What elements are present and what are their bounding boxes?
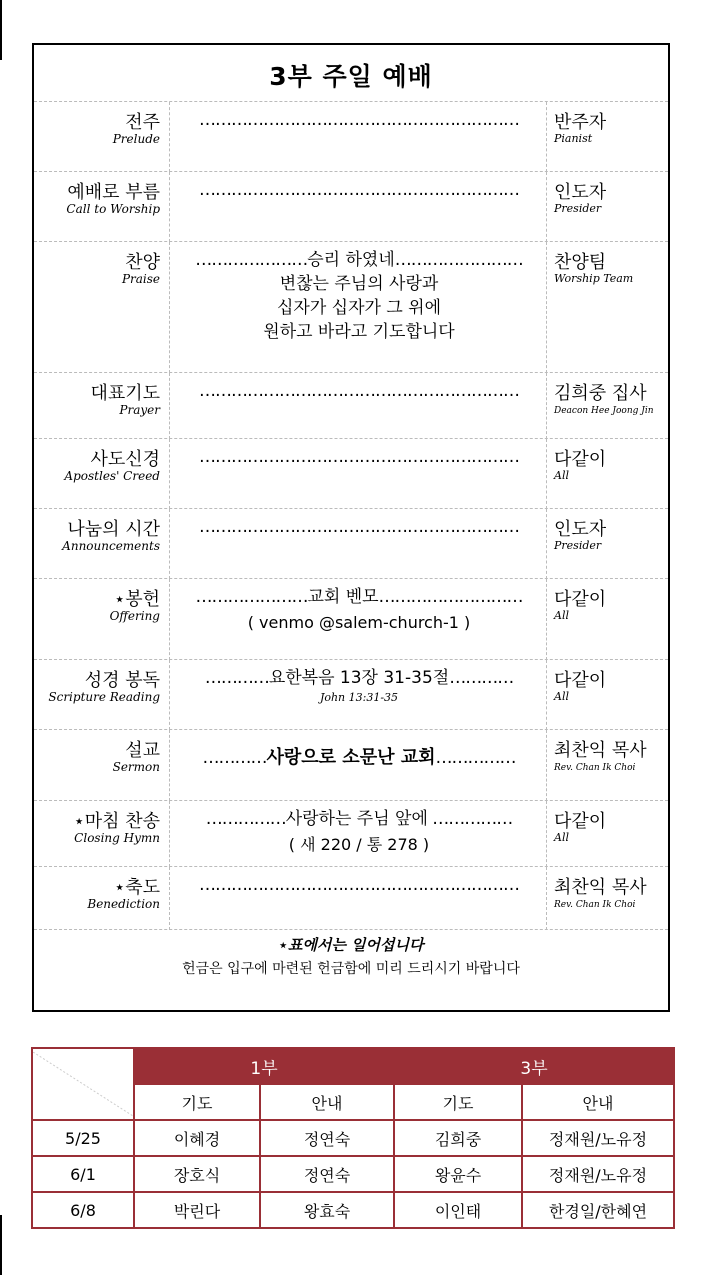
worship-program [32,43,670,1012]
column-header: 안내 [522,1084,674,1120]
offering-main: 교회 벤모 [307,587,379,607]
item-leader-en: Presider [554,539,602,552]
scripture-main: 요한복음 13장 31-35절 [268,668,450,688]
program-row-scripture [34,659,668,730]
item-leader: 최찬익 목사 [554,877,647,898]
table-cell: 정재원/노유정 [522,1120,674,1156]
praise-song-2: 변찮는 주님의 사랑과 [279,274,439,294]
column-header: 기도 [134,1084,260,1120]
scripture-detail: …………요한복음 13장 31-35절………… John 13:31-35 [176,666,542,705]
program-notes [34,929,668,1010]
diagonal-line [33,1052,133,1116]
item-name-en: Praise [121,272,160,286]
left-edge-mark-top [0,0,2,60]
offering-note: 헌금은 입구에 마련된 헌금함에 미리 드리시기 바랍니다 [182,961,520,977]
table-row [32,1192,674,1228]
volunteer-schedule-table [31,1047,675,1229]
program-row-praise [34,241,668,373]
item-leader-en: Rev. Chan Ik Choi [554,763,636,773]
table-cell: 정재원/노유정 [522,1156,674,1192]
item-name: ⋆축도 [113,877,160,898]
item-leader: 찬양팀 [554,252,607,273]
item-name: ⋆마침 찬송 [73,811,160,832]
item-leader: 다같이 [554,670,607,691]
date-cell: 5/25 [32,1120,134,1156]
item-leader: 반주자 [554,112,607,133]
item-leader-en: All [554,690,569,703]
item-name-en: Announcements [62,539,160,553]
praise-song-4: 원하고 바라고 기도합니다 [263,322,455,342]
item-name-en: Apostles' Creed [64,469,160,483]
item-leader: 다같이 [554,589,607,610]
item-name-en: Scripture Reading [48,690,160,704]
column-header: 안내 [260,1084,394,1120]
left-edge-mark-bottom [0,1215,2,1275]
item-leader-en: All [554,609,569,622]
item-leader: 최찬익 목사 [554,740,647,761]
table-cell: 박린다 [134,1192,260,1228]
program-row-benediction [34,866,668,930]
offering-detail: …………………교회 벤모……………………… ( venmo @salem-church-1 ) [176,585,542,635]
hymn-detail: ……………사랑하는 주님 앞에 …………… ( 새 220 / 통 278 ) [176,807,542,857]
praise-songs: …………………승리 하였네…………………… 변찮는 주님의 사랑과 십자가 십자가 그 위에 원하고 바라고 기도합니다 [176,248,542,344]
page-title: 3부 주일 예배 [269,62,433,91]
item-name-en: Benediction [87,897,160,911]
table-cell: 김희중 [394,1120,522,1156]
standing-note: ⋆표에서는 일어섭니다 [278,936,424,954]
dotted-leader: …………………………………………………… [199,875,519,895]
table-cell: 왕윤수 [394,1156,522,1192]
item-name: 전주 [125,112,160,133]
praise-song-1: 승리 하였네 [307,250,395,270]
item-leader-en: Worship Team [554,272,634,285]
table-row [32,1156,674,1192]
dotted-leader: …………………………………………………… [199,110,519,130]
item-leader-en: All [554,469,569,482]
item-name-en: Offering [109,609,160,623]
sermon-title: 사랑으로 소문난 교회 [266,747,436,768]
dotted-leader: …………………………………………………… [199,517,519,537]
item-name: 성경 봉독 [84,670,160,691]
program-row-apostles-creed [34,438,668,509]
hymn-title: 사랑하는 주님 앞에 [285,809,428,829]
table-row [32,1120,674,1156]
item-name-en: Call to Worship [66,202,160,216]
table-corner [32,1048,134,1120]
program-row-prelude [34,101,668,172]
item-leader: 김희중 집사 [554,383,647,404]
item-name: 설교 [125,740,160,761]
table-cell: 정연숙 [260,1120,394,1156]
program-row-call-to-worship [34,171,668,242]
item-name: 사도신경 [90,449,160,470]
item-name-en: Closing Hymn [74,831,160,845]
program-row-prayer [34,372,668,439]
program-row-offering [34,578,668,660]
item-name: 나눔의 시간 [67,519,160,540]
table-cell: 이인태 [394,1192,522,1228]
program-row-sermon [34,729,668,801]
item-leader-en: All [554,831,569,844]
group-header-1: 1부 [134,1048,394,1084]
dotted-leader: …………………………………………………… [199,180,519,200]
program-row-closing-hymn [34,800,668,867]
item-leader: 다같이 [554,449,607,470]
dotted-leader: …………………………………………………… [199,447,519,467]
sermon-detail: …………사랑으로 소문난 교회…………… [202,747,516,768]
item-name-en: Sermon [112,760,160,774]
group-header-3: 3부 [394,1048,674,1084]
hymn-number: ( 새 220 / 통 278 ) [288,835,430,854]
item-name: 예배로 부름 [67,182,160,203]
table-cell: 이혜경 [134,1120,260,1156]
item-name: 찬양 [125,252,160,273]
item-leader: 인도자 [554,182,607,203]
item-name: 대표기도 [90,383,160,404]
item-leader-en: Deacon Hee Joong Jin [554,406,654,416]
table-cell: 정연숙 [260,1156,394,1192]
program-row-announcements [34,508,668,579]
column-header: 기도 [394,1084,522,1120]
item-leader-en: Pianist [554,132,593,145]
item-leader-en: Presider [554,202,602,215]
date-cell: 6/1 [32,1156,134,1192]
praise-song-3: 십자가 십자가 그 위에 [276,298,441,318]
scripture-ref-en: John 13:31-35 [319,691,399,704]
item-leader-en: Rev. Chan Ik Choi [554,900,636,910]
date-cell: 6/8 [32,1192,134,1228]
item-leader: 인도자 [554,519,607,540]
table-cell: 왕효숙 [260,1192,394,1228]
item-name: ⋆봉헌 [113,589,160,610]
table-cell: 장호식 [134,1156,260,1192]
offering-venmo: ( venmo @salem-church-1 ) [247,613,471,632]
item-leader: 다같이 [554,811,607,832]
dotted-leader: …………………………………………………… [199,381,519,401]
table-cell: 한경일/한혜연 [522,1192,674,1228]
item-name-en: Prelude [112,132,160,146]
item-name-en: Prayer [119,403,160,417]
